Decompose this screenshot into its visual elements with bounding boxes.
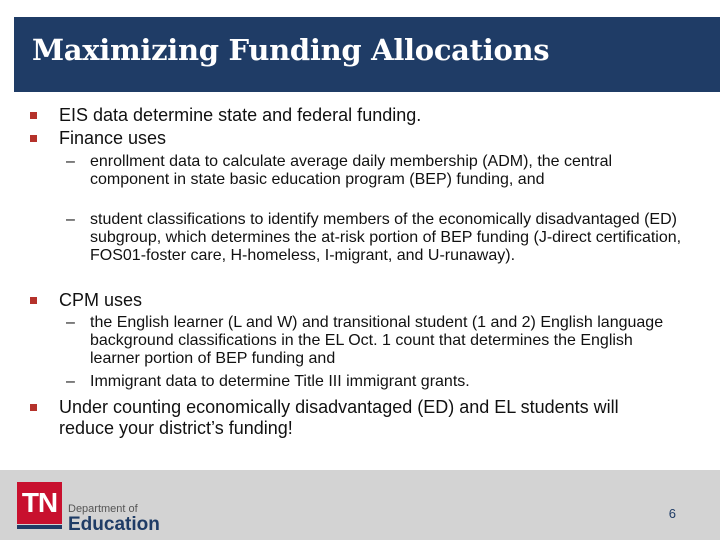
square-bullet-icon — [30, 135, 37, 142]
sub-bullet-text: Immigrant data to determine Title III immigrant grants. — [90, 373, 470, 390]
square-bullet-icon — [30, 404, 37, 411]
square-bullet-icon — [30, 297, 37, 304]
bullet-text: Finance uses — [59, 128, 167, 148]
dept-line-1: Department of — [68, 503, 138, 515]
dash-bullet-icon: – — [66, 211, 75, 228]
bullet-text: CPM uses — [59, 290, 143, 310]
sub-bullet-text: enrollment data to calculate average daily membership (ADM), the central component in state basic education program (BEP) funding, and — [90, 153, 613, 188]
bullet-text: Under counting economically disadvantaged (ED) and EL students will reduce your district’s funding! — [59, 397, 619, 438]
dept-line-2: Education — [68, 514, 160, 535]
tn-logo: TN — [17, 482, 62, 524]
square-bullet-icon — [30, 112, 37, 119]
slide-title: Maximizing Funding Allocations — [32, 33, 550, 67]
logo-underline — [17, 525, 62, 529]
sub-bullet-text: student classifications to identify members of the economically disadvantaged (ED) subgroup, which determines the at-risk portion of BEP funding (J-direct certification, FOS01-foster care, H-homeless, I-migrant, and U-runaway). — [90, 211, 682, 264]
page-number: 6 — [668, 506, 676, 521]
dash-bullet-icon: – — [66, 373, 75, 390]
footer — [0, 470, 720, 540]
bullet-text: EIS data determine state and federal funding. — [59, 105, 422, 125]
dash-bullet-icon: – — [66, 314, 75, 331]
sub-bullet-text: the English learner (L and W) and transitional student (1 and 2) English language background classifications in the EL Oct. 1 count that determines the English learner portion of BEP funding and — [90, 314, 664, 367]
dash-bullet-icon: – — [66, 153, 75, 170]
title-bar — [14, 17, 720, 92]
